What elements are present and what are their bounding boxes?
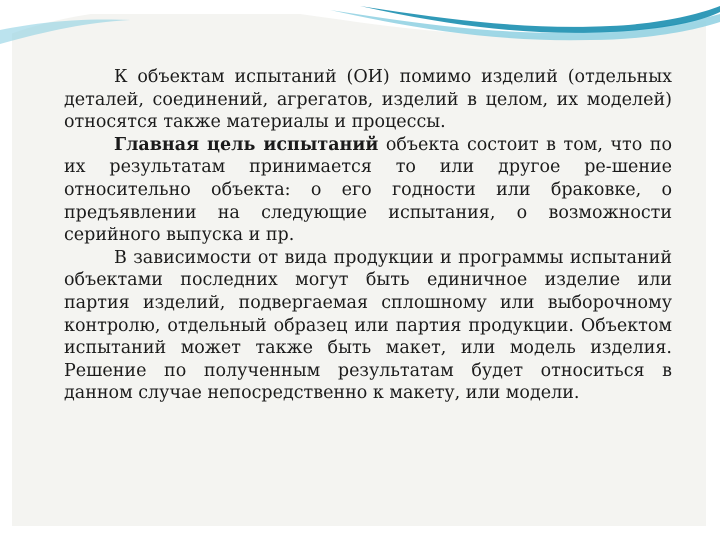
paragraph-2: [64, 134, 672, 247]
paragraph-3-text: В зависимости от вида продукции и программы испытаний объектами последних могут быть единичное изделие или партия изделий, подвергаемая сплошному или выборочному контролю, отдельный образец или партия продукции. Объектом испытаний может также быть макет, или модель изделия. Решение по полученным результатам будет относиться в данном случае непосредственно к макету, или модели.: [64, 247, 672, 404]
wave-decoration: [0, 0, 720, 70]
paragraph-2-text: объекта состоит в том, что по их результатам принимается то или другое ре-шение относительно объекта: о его годности или браковке, о предъявлении на следующие испытания, о возможности серийного выпуска и пр.: [64, 134, 672, 246]
paragraph-2-bold: Главная цель испытаний: [114, 134, 379, 155]
paragraph-3: [64, 247, 672, 405]
paragraph-1-text: К объектам испытаний (ОИ) помимо изделий (отдельных деталей, соединений, агрегатов, изделий в целом, их моделей) относятся также материалы и процессы.: [64, 67, 672, 133]
paragraph-1: [64, 66, 672, 134]
body-text: [64, 66, 672, 405]
